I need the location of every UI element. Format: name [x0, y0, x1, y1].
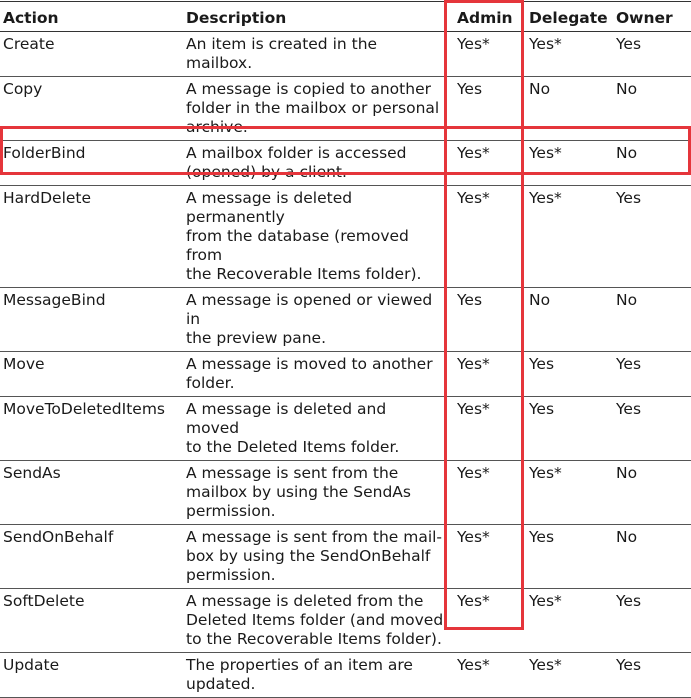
description-cell: A message is opened or viewed in the preview pane. — [183, 288, 445, 352]
delegate-cell: No — [523, 288, 613, 352]
table-row — [0, 525, 691, 589]
admin-cell: Yes — [445, 77, 523, 141]
table-row — [0, 397, 691, 461]
owner-cell: Yes — [613, 397, 691, 461]
delegate-cell: Yes* — [523, 461, 613, 525]
owner-cell: No — [613, 141, 691, 186]
action-cell: MoveToDeletedItems — [0, 397, 183, 461]
delegate-cell: Yes — [523, 397, 613, 461]
table-row — [0, 141, 691, 186]
table-row — [0, 186, 691, 288]
owner-cell: No — [613, 77, 691, 141]
table-row — [0, 32, 691, 77]
action-cell: HardDelete — [0, 186, 183, 288]
admin-cell: Yes* — [445, 397, 523, 461]
description-cell: An item is created in the mailbox. — [183, 32, 445, 77]
action-cell: SendOnBehalf — [0, 525, 183, 589]
owner-cell: Yes — [613, 186, 691, 288]
delegate-cell: Yes* — [523, 653, 613, 698]
header-owner: Owner — [613, 2, 691, 32]
owner-cell: No — [613, 525, 691, 589]
table-row — [0, 653, 691, 698]
header-action: Action — [0, 2, 183, 32]
admin-cell: Yes* — [445, 141, 523, 186]
admin-cell: Yes* — [445, 461, 523, 525]
action-cell: FolderBind — [0, 141, 183, 186]
delegate-cell: Yes — [523, 525, 613, 589]
admin-cell: Yes* — [445, 589, 523, 653]
table-header-row — [0, 2, 691, 32]
header-description: Description — [183, 2, 445, 32]
table-row — [0, 589, 691, 653]
owner-cell: Yes — [613, 653, 691, 698]
delegate-cell: No — [523, 77, 613, 141]
action-cell: Move — [0, 352, 183, 397]
admin-cell: Yes — [445, 288, 523, 352]
table-row — [0, 352, 691, 397]
table-row — [0, 288, 691, 352]
action-cell: Copy — [0, 77, 183, 141]
action-cell: SoftDelete — [0, 589, 183, 653]
description-cell: A mailbox folder is accessed (opened) by a client. — [183, 141, 445, 186]
admin-cell: Yes* — [445, 653, 523, 698]
admin-cell: Yes* — [445, 186, 523, 288]
owner-cell: Yes — [613, 352, 691, 397]
owner-cell: No — [613, 288, 691, 352]
description-cell: A message is deleted from the Deleted Items folder (and moved to the Recoverable Items folder). — [183, 589, 445, 653]
table-row — [0, 461, 691, 525]
admin-cell: Yes* — [445, 352, 523, 397]
admin-cell: Yes* — [445, 32, 523, 77]
owner-cell: No — [613, 461, 691, 525]
mailbox-audit-actions-table — [0, 1, 691, 698]
action-cell: SendAs — [0, 461, 183, 525]
table-row — [0, 77, 691, 141]
description-cell: A message is deleted and moved to the Deleted Items folder. — [183, 397, 445, 461]
delegate-cell: Yes* — [523, 141, 613, 186]
header-delegate: Delegate — [523, 2, 613, 32]
action-cell: Create — [0, 32, 183, 77]
description-cell: A message is copied to another folder in the mailbox or personal archive. — [183, 77, 445, 141]
action-cell: MessageBind — [0, 288, 183, 352]
owner-cell: Yes — [613, 32, 691, 77]
delegate-cell: Yes* — [523, 32, 613, 77]
delegate-cell: Yes* — [523, 186, 613, 288]
description-cell: The properties of an item are updated. — [183, 653, 445, 698]
description-cell: A message is sent from the mail- box by using the SendOnBehalf permission. — [183, 525, 445, 589]
description-cell: A message is moved to another folder. — [183, 352, 445, 397]
description-cell: A message is sent from the mailbox by using the SendAs permission. — [183, 461, 445, 525]
header-admin: Admin — [445, 2, 523, 32]
delegate-cell: Yes — [523, 352, 613, 397]
description-cell: A message is deleted permanently from the database (removed from the Recoverable Items folder). — [183, 186, 445, 288]
owner-cell: Yes — [613, 589, 691, 653]
action-cell: Update — [0, 653, 183, 698]
admin-cell: Yes* — [445, 525, 523, 589]
delegate-cell: Yes* — [523, 589, 613, 653]
